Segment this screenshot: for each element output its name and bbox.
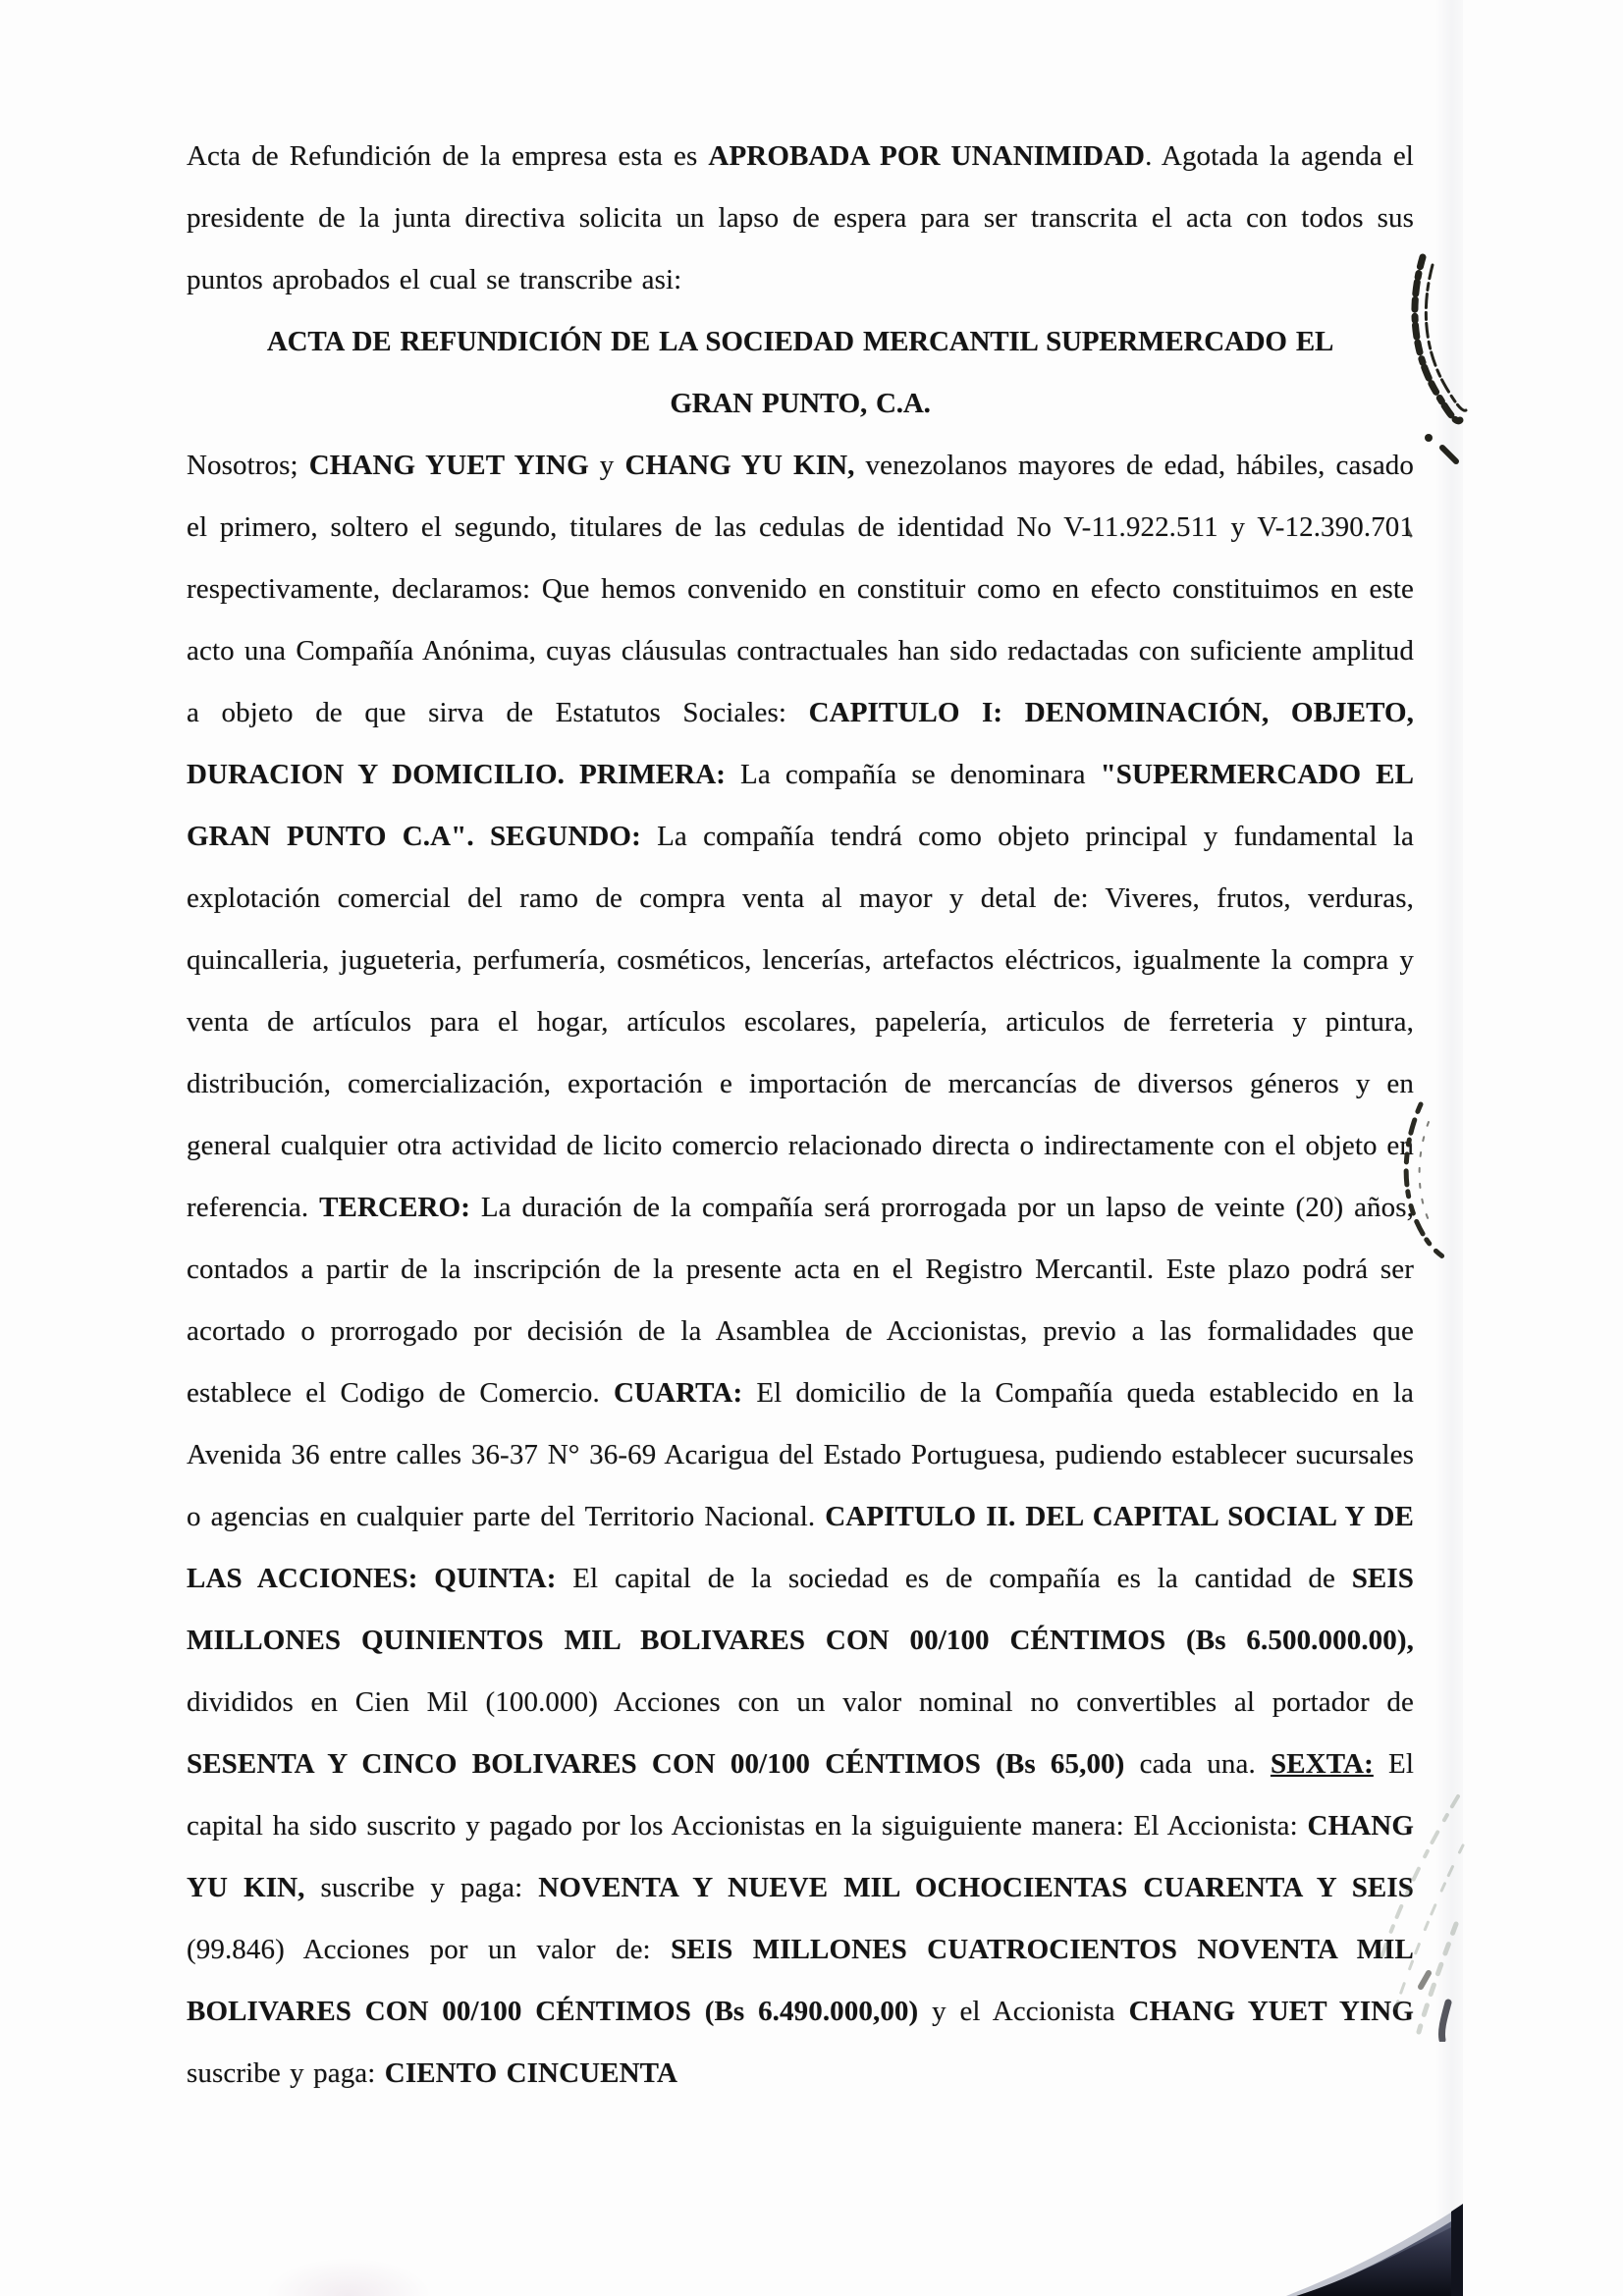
document-title-line-2: GRAN PUNTO, C.A. [670, 388, 931, 419]
scan-edge-shading [1435, 0, 1463, 2296]
faint-smudge-mark [265, 2258, 432, 2296]
body-paragraph: Nosotros; CHANG YUET YING y CHANG YU KIN, venezolanos mayores de edad, hábiles, casado el primero, soltero el segundo, titulares de las cedulas de identidad No V-11.922.511 y V-12.390.701 respectivamente, declaramos: Que hemos convenido en constituir como en efecto constituimos en este acto una Compañía Anónima, cuyas cláusulas contractuales han sido redactadas con suficiente amplitud a objeto de que sirva de Estatutos Sociales: CAPITULO I: DENOMINACIÓN, OBJETO, DURACION Y DOMICILIO. PRIMERA: La compañía se denominara "SUPERMERCADO EL GRAN PUNTO C.A". SEGUNDO: La compañía tendrá como objeto principal y fundamental la explotación comercial del ramo de compra venta al mayor y detal de: Viveres, frutos, verduras, quincalleria, jugueteria, perfumería, cosméticos, lencerías, artefactos eléctricos, igualmente la compra y venta de artículos para el hogar, artículos escolares, papelería, articulos de ferreteria y pintura, distribución, comercialización, exportación e importación de mercancías de diversos géneros y en general cualquier otra actividad de licito comercio relacionado directa o indirectamente con el objeto en referencia. TERCERO: La duración de la compañía será prorrogada por un lapso de veinte (20) años, contados a partir de la inscripción de la presente acta en el Registro Mercantil. Este plazo podrá ser acortado o prorrogado por decisión de la Asamblea de Accionistas, previo a las formalidades que establece el Codigo de Comercio. CUARTA: El domicilio de la Compañía queda establecido en la Avenida 36 entre calles 36-37 N° 36-69 Acarigua del Estado Portuguesa, pudiendo establecer sucursales o agencias en cualquier parte del Territorio Nacional. CAPITULO II. DEL CAPITAL SOCIAL Y DE LAS ACCIONES: QUINTA: El capital de la sociedad es de compañía es la cantidad de SEIS MILLONES QUINIENTOS MIL BOLIVARES CON 00/100 CÉNTIMOS (Bs 6.500.000.00), divididos en Cien Mil (100.000) Acciones con un valor nominal no convertibles al portador de SESENTA Y CINCO BOLIVARES CON 00/100 CÉNTIMOS (Bs 65,00) cada una. SEXTA: El capital ha sido suscrito y pagado por los Accionistas en la siguiguiente manera: El Accionista: CHANG YU KIN, suscribe y paga: NOVENTA Y NUEVE MIL OCHOCIENTAS CUARENTA Y SEIS (99.846) Acciones por un valor de: SEIS MILLONES CUATROCIENTOS NOVENTA MIL BOLIVARES CON 00/100 CÉNTIMOS (Bs 6.490.000,00) y el Accionista CHANG YUET YING suscribe y paga: CIENTO CINCUENTA [187, 450, 1415, 2089]
page-curl-shadow [1139, 2198, 1463, 2296]
intro-paragraph: Acta de Refundición de la empresa esta es APROBADA POR UNANIMIDAD. Agotada la agenda el presidente de la junta directiva solicita un lapso de espera para ser transcrita el acta con todos sus puntos aprobados el cual se transcribe asi: [187, 140, 1414, 295]
document-text-block [187, 126, 1414, 2105]
document-title-line-1: ACTA DE REFUNDICIÓN DE LA SOCIEDAD MERCANTIL SUPERMERCADO EL [266, 326, 1334, 357]
